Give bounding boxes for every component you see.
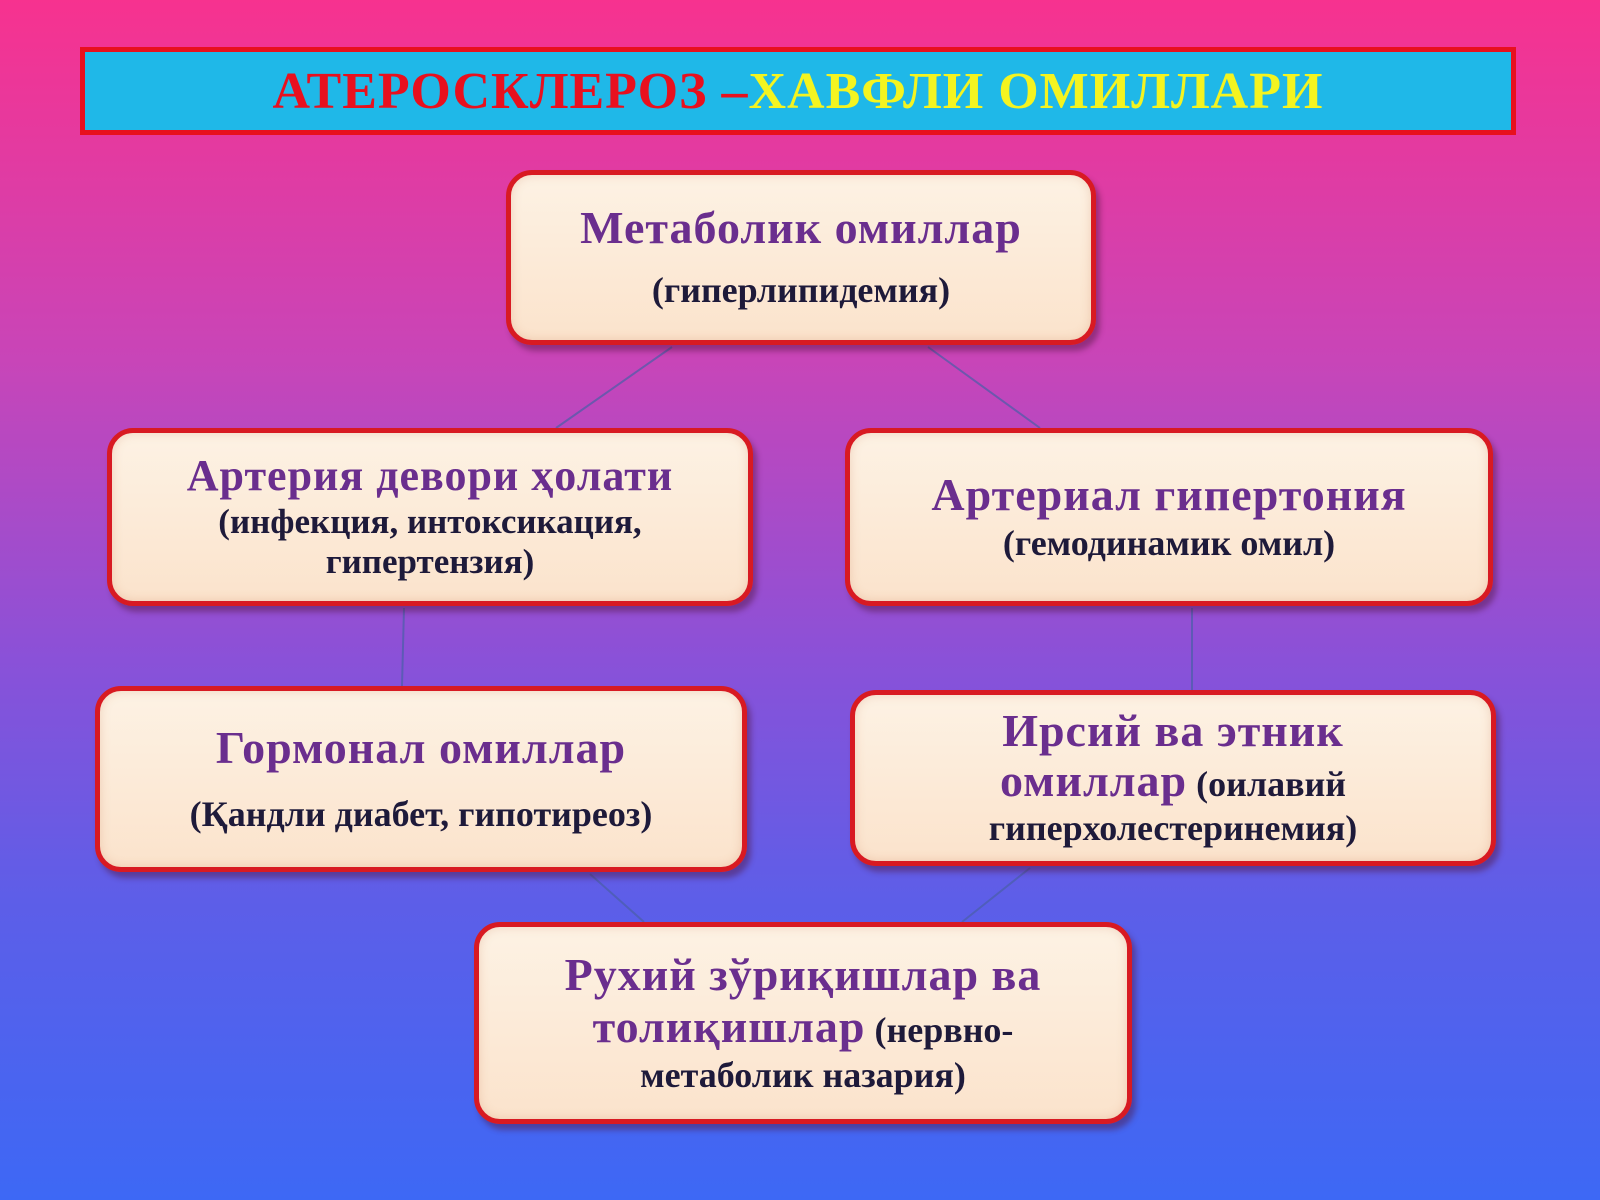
hormonal-factors-box bbox=[95, 686, 747, 872]
hereditary-ethnic-heading-line-2: омиллар bbox=[999, 755, 1188, 807]
metabolic-factors-detail: (гиперлипидемия) bbox=[651, 270, 951, 311]
slide-title-part-1: АТЕРОСКЛЕРОЗ – bbox=[272, 62, 749, 120]
metabolic-factors-box bbox=[506, 170, 1096, 345]
arterial-wall-condition-box bbox=[107, 428, 753, 606]
hereditary-ethnic-detail-inline: (оилавий bbox=[1187, 764, 1347, 805]
hereditary-ethnic-detail-line-2: гиперхолестеринемия) bbox=[988, 808, 1358, 848]
mental-stress-box bbox=[474, 922, 1132, 1124]
arterial-wall-condition-heading: Артерия девори ҳолати bbox=[186, 451, 674, 501]
arterial-hypertension-detail: (гемодинамик омил) bbox=[1002, 522, 1336, 563]
connector-metabolic-to-arterial-wall bbox=[556, 347, 672, 428]
connector-hereditary-to-mental bbox=[962, 868, 1030, 922]
hormonal-factors-detail: (Қандли диабет, гипотиреоз) bbox=[189, 793, 653, 834]
metabolic-factors-heading: Метаболик омиллар bbox=[580, 202, 1022, 254]
hormonal-factors-heading: Гормонал омиллар bbox=[215, 721, 627, 773]
hereditary-ethnic-line-2 bbox=[1000, 756, 1346, 807]
hereditary-ethnic-factors-box bbox=[850, 690, 1496, 866]
hereditary-ethnic-heading-line-1: Ирсий ва этник bbox=[1002, 704, 1344, 756]
mental-stress-detail-line-2: метаболик назария) bbox=[640, 1055, 966, 1096]
mental-stress-detail-inline: (нервно- bbox=[865, 1010, 1014, 1051]
connector-arterial-wall-to-hormonal bbox=[402, 608, 404, 686]
arterial-wall-condition-detail-line-1: (инфекция, интоксикация, bbox=[218, 502, 642, 542]
mental-stress-line-2 bbox=[593, 1001, 1014, 1054]
connector-hormonal-to-mental bbox=[590, 874, 644, 922]
arterial-wall-condition-detail-line-2: гипертензия) bbox=[325, 542, 535, 582]
arterial-hypertension-heading: Артериал гипертония bbox=[931, 468, 1407, 520]
mental-stress-heading-line-1: Рухий зўриқишлар ва bbox=[564, 948, 1042, 1000]
arterial-hypertension-box bbox=[845, 428, 1493, 606]
connector-metabolic-to-hypertension bbox=[928, 347, 1040, 428]
mental-stress-heading-line-2: толиқишлар bbox=[592, 1001, 866, 1053]
slide-title-part-2: ХАВФЛИ ОМИЛЛАРИ bbox=[748, 62, 1324, 120]
